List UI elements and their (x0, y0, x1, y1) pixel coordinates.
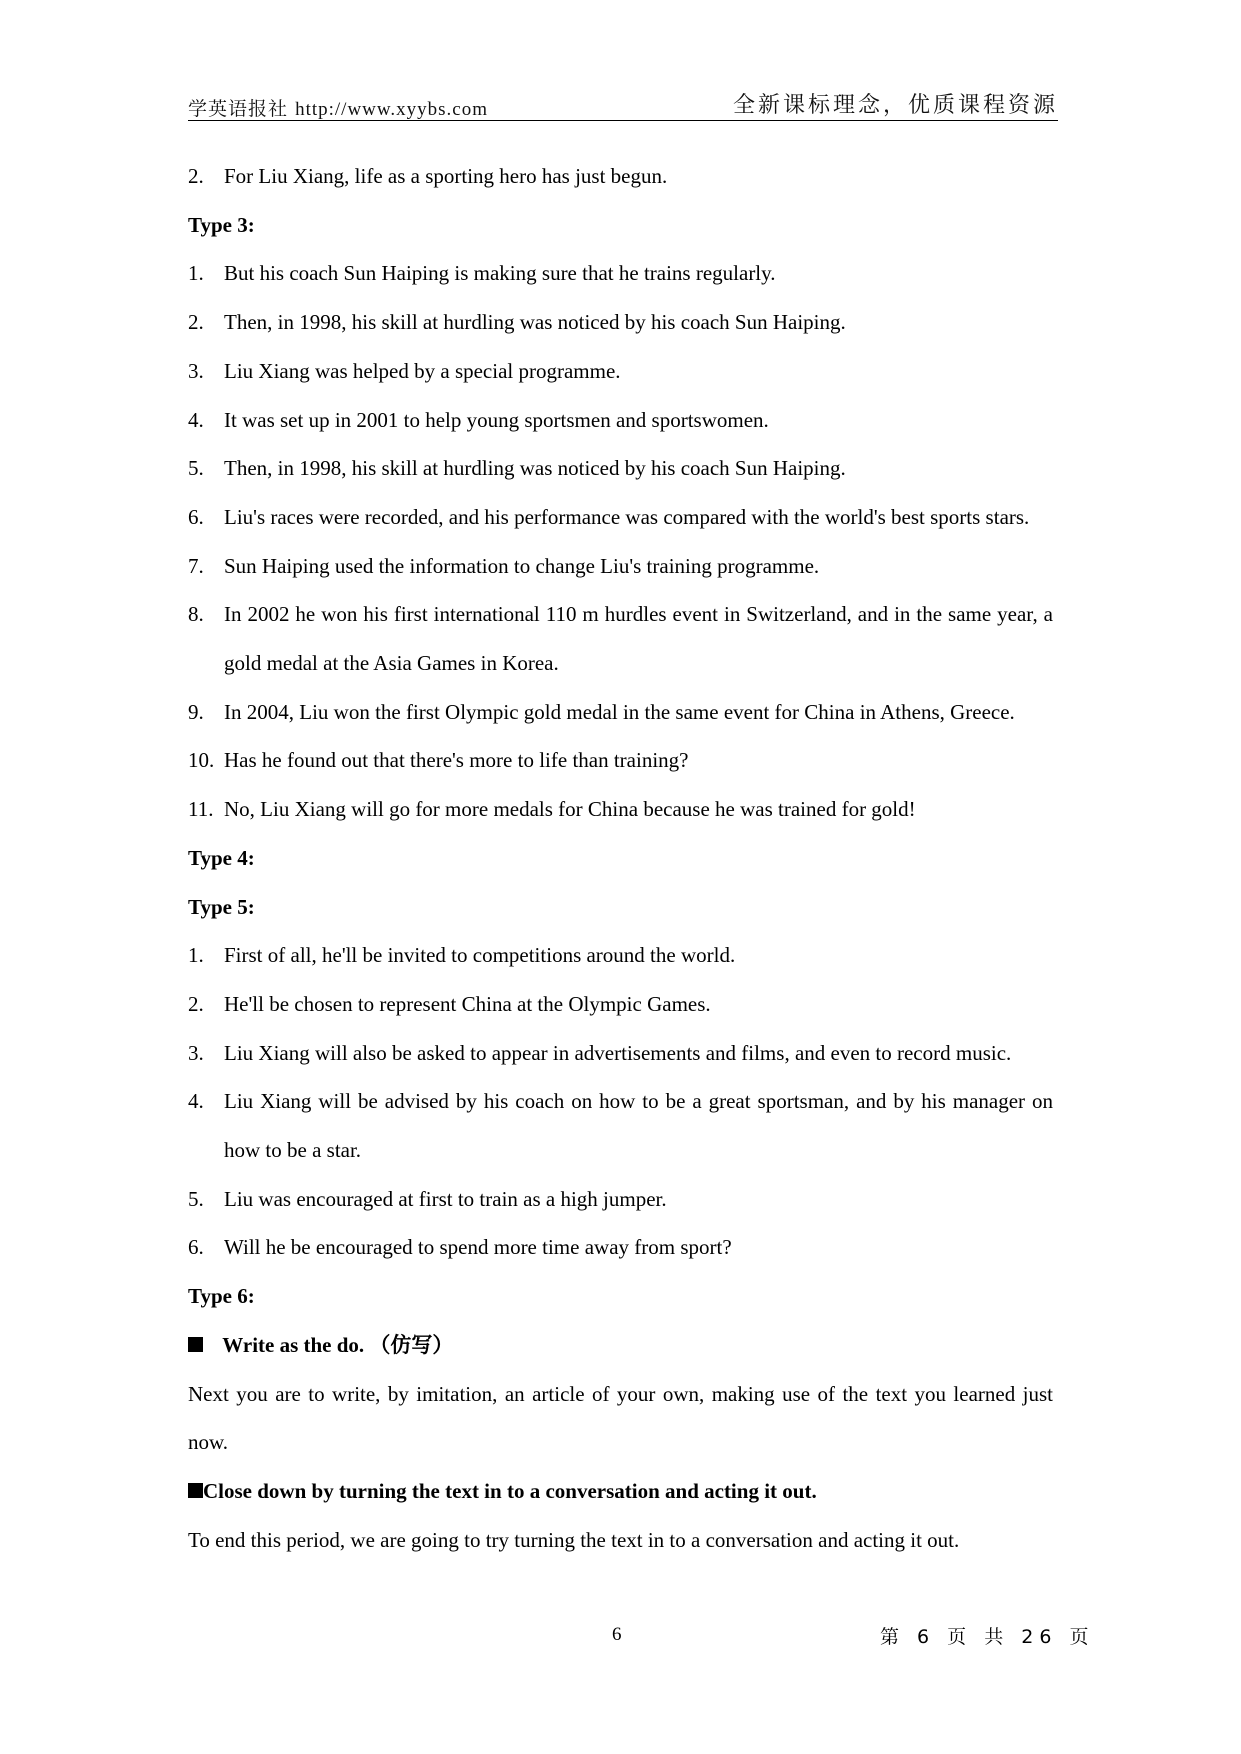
type3-list (188, 249, 1053, 833)
item-number: 3. (188, 358, 204, 383)
list-item (188, 444, 1053, 493)
list-item (188, 493, 1053, 542)
item-text: Liu Xiang will be advised by his coach on how to be a great sportsman, and by his manager on how to be a star. (224, 1089, 1053, 1163)
page-info: 第 6 页 共 26 页 (880, 1626, 1095, 1648)
publisher-name: 学英语报社 (188, 98, 289, 120)
item-number: 4. (188, 1089, 204, 1114)
item-number: 2. (188, 164, 204, 188)
item-number: 3. (188, 1040, 204, 1065)
item-text: Liu's races were recorded, and his performance was compared with the world's best sports stars. (224, 504, 1030, 529)
item-number: 5. (188, 1186, 204, 1211)
list-item (188, 347, 1053, 396)
type4-heading: Type 4: (188, 845, 255, 870)
item-text: It was set up in 2001 to help young sportsmen and sportswomen. (224, 407, 769, 432)
square-bullet-icon (188, 1483, 203, 1498)
item-number: 10. (188, 748, 215, 773)
item-text: First of all, he'll be invited to competitions around the world. (224, 943, 736, 968)
close-instructions: To end this period, we are going to try turning the text in to a conversation and acting it out. (188, 1527, 960, 1552)
item-number: 9. (188, 699, 204, 724)
list-item (188, 298, 1053, 347)
list-item (188, 152, 1053, 201)
close-heading-text: Close down by turning the text in to a conversation and acting it out. (203, 1478, 817, 1503)
item-text: Then, in 1998, his skill at hurdling was noticed by his coach Sun Haiping. (224, 310, 846, 335)
square-bullet-icon (188, 1337, 203, 1352)
write-section-heading (188, 1321, 1053, 1370)
item-text: In 2004, Liu won the first Olympic gold medal in the same event for China in Athens, Greece. (224, 699, 1015, 724)
item-text: Liu Xiang will also be asked to appear in advertisements and films, and even to record music. (224, 1040, 1012, 1065)
item-number: 5. (188, 456, 204, 481)
write-instructions: Next you are to write, by imitation, an article of your own, making use of the text you learned just now. (188, 1381, 1053, 1455)
list-item (188, 688, 1053, 737)
list-item (188, 542, 1053, 591)
publisher-info (188, 94, 488, 121)
item-text: Sun Haiping used the information to change Liu's training programme. (224, 553, 820, 578)
publisher-url[interactable]: http://www.xyybs.com (295, 99, 488, 120)
list-item (188, 736, 1053, 785)
list-item (188, 249, 1053, 298)
item-text: Has he found out that there's more to life than training? (224, 748, 689, 773)
item-text: Liu was encouraged at first to train as a high jumper. (224, 1186, 667, 1211)
list-item (188, 980, 1053, 1029)
item-number: 2. (188, 310, 204, 335)
type6-heading: Type 6: (188, 1284, 255, 1309)
item-number: 6. (188, 1235, 204, 1260)
list-item (188, 1223, 1053, 1272)
item-text: Will he be encouraged to spend more time away from sport? (224, 1235, 732, 1260)
item-text: Then, in 1998, his skill at hurdling was noticed by his coach Sun Haiping. (224, 456, 846, 481)
list-item (188, 1175, 1053, 1224)
type5-list (188, 931, 1053, 1272)
item-number: 8. (188, 602, 204, 627)
list-item (188, 785, 1053, 834)
item-number: 6. (188, 504, 204, 529)
item-text: For Liu Xiang, life as a sporting hero has just begun. (224, 164, 668, 188)
item-text: In 2002 he won his first international 110 m hurdles event in Switzerland, and in the same year, a gold medal at the Asia Games in Korea. (224, 602, 1053, 676)
item-number: 7. (188, 553, 204, 578)
header-slogan: 全新课标理念，优质课程资源 (732, 93, 1058, 118)
item-text: No, Liu Xiang will go for more medals for China because he was trained for gold! (224, 797, 916, 822)
item-text: He'll be chosen to represent China at the Olympic Games. (224, 991, 711, 1016)
close-section-heading (188, 1467, 1053, 1516)
list-item (188, 1029, 1053, 1078)
item-text: But his coach Sun Haiping is making sure that he trains regularly. (224, 261, 776, 286)
item-number: 1. (188, 943, 204, 968)
item-number: 11. (188, 797, 214, 822)
type5-heading: Type 5: (188, 894, 255, 919)
page-header (188, 86, 1058, 121)
item-text: Liu Xiang was helped by a special programme. (224, 358, 621, 383)
list-item (188, 931, 1053, 980)
write-heading-text: Write as the do. （仿写） (222, 1332, 454, 1357)
page-number: 6 (612, 1624, 622, 1645)
list-item (188, 590, 1053, 687)
list-item (188, 396, 1053, 445)
item-number: 2. (188, 991, 204, 1016)
item-number: 1. (188, 261, 204, 286)
type3-heading: Type 3: (188, 212, 255, 237)
item-number: 4. (188, 407, 204, 432)
document-body (188, 152, 1053, 1564)
list-item (188, 1077, 1053, 1174)
